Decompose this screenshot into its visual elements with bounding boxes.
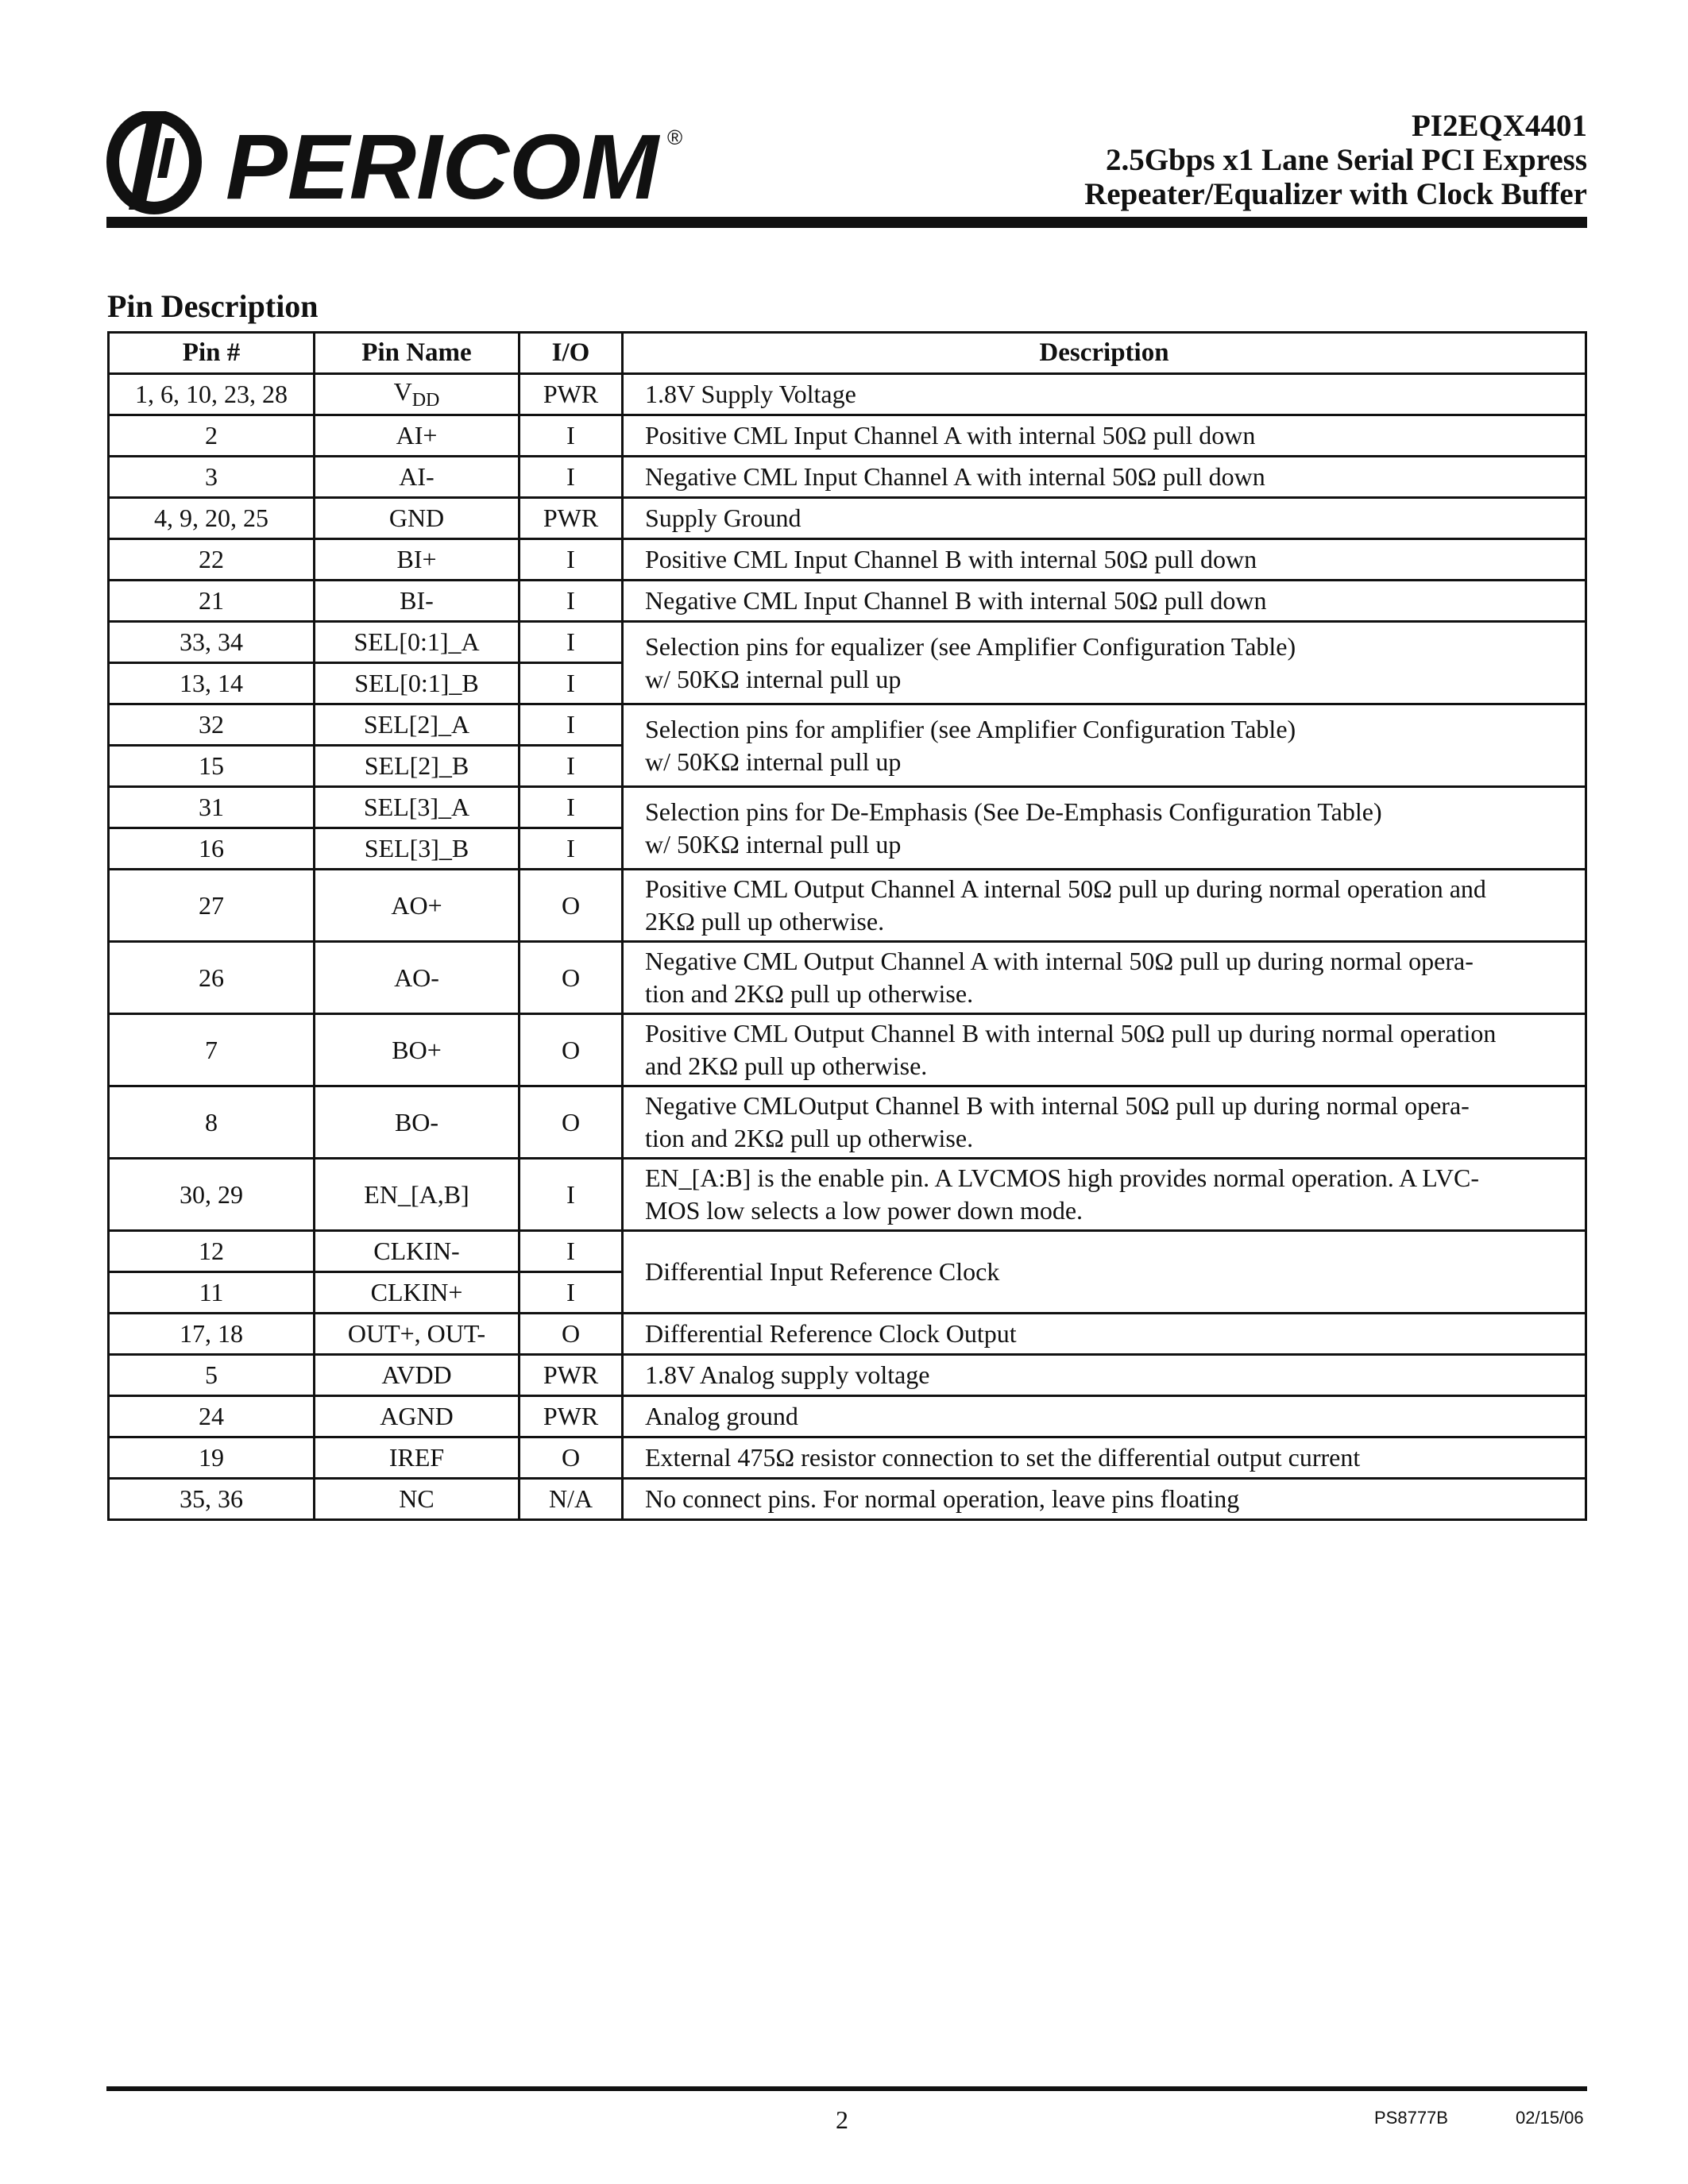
- pin-description: No connect pins. For normal operation, leave pins floating: [623, 1479, 1586, 1520]
- pin-number: 33, 34: [109, 622, 315, 663]
- table-row: [109, 1086, 1586, 1159]
- pin-description: External 475Ω resistor connection to set the differential output current: [623, 1437, 1586, 1479]
- pin-number: 7: [109, 1014, 315, 1086]
- pin-number: 19: [109, 1437, 315, 1479]
- description-line: w/ 50KΩ internal pull up: [645, 664, 902, 693]
- pin-io: I: [520, 663, 623, 704]
- description-line: Positive CML Output Channel A internal 50Ω pull up during normal operation and: [645, 874, 1486, 903]
- description-line: w/ 50KΩ internal pull up: [645, 829, 902, 859]
- pin-description: 1.8V Analog supply voltage: [623, 1355, 1586, 1396]
- description-line: 2KΩ pull up otherwise.: [645, 907, 885, 936]
- pin-number: 16: [109, 828, 315, 870]
- pin-number: 3: [109, 457, 315, 498]
- pin-io: PWR: [520, 1355, 623, 1396]
- table-row: [109, 1437, 1586, 1479]
- table-row: [109, 374, 1586, 415]
- pin-io: I: [520, 1231, 623, 1272]
- registered-mark: ®: [667, 125, 683, 149]
- document-id: PS8777B: [1374, 2108, 1448, 2128]
- pin-description: [623, 622, 1586, 704]
- description-line: and 2KΩ pull up otherwise.: [645, 1051, 928, 1080]
- pin-io: I: [520, 1159, 623, 1231]
- pin-name: CLKIN+: [315, 1272, 520, 1314]
- pin-io: PWR: [520, 498, 623, 539]
- table-row: [109, 415, 1586, 457]
- pin-description: Negative CML Input Channel A with internal 50Ω pull down: [623, 457, 1586, 498]
- pin-name: AO-: [315, 942, 520, 1014]
- description-line: EN_[A:B] is the enable pin. A LVCMOS high provides normal operation. A LVC-: [645, 1163, 1480, 1192]
- pin-name: BO-: [315, 1086, 520, 1159]
- table-row: [109, 942, 1586, 1014]
- header-subtitle-line2: Repeater/Equalizer with Clock Buffer: [1084, 177, 1587, 211]
- pin-description: Supply Ground: [623, 498, 1586, 539]
- pin-number: 27: [109, 870, 315, 942]
- page-number: 2: [836, 2105, 848, 2134]
- pin-name: GND: [315, 498, 520, 539]
- description-line: tion and 2KΩ pull up otherwise.: [645, 979, 974, 1008]
- description-line: MOS low selects a low power down mode.: [645, 1196, 1083, 1225]
- header-pin-number: Pin #: [109, 333, 315, 374]
- pin-number: 8: [109, 1086, 315, 1159]
- pin-description: Negative CML Input Channel B with internal 50Ω pull down: [623, 581, 1586, 622]
- header-rule: [106, 217, 1587, 228]
- pin-number: 15: [109, 746, 315, 787]
- pin-io: I: [520, 622, 623, 663]
- pin-io: O: [520, 1014, 623, 1086]
- pin-description: [623, 787, 1586, 870]
- pin-name: SEL[2]_B: [315, 746, 520, 787]
- pin-io: I: [520, 415, 623, 457]
- pin-description: [623, 1086, 1586, 1159]
- pin-io: I: [520, 828, 623, 870]
- table-row: [109, 622, 1586, 663]
- description-line: Selection pins for amplifier (see Amplifier Configuration Table): [645, 714, 1296, 743]
- pin-number: 17, 18: [109, 1314, 315, 1355]
- pin-name: NC: [315, 1479, 520, 1520]
- pin-description: [623, 704, 1586, 787]
- pin-description: 1.8V Supply Voltage: [623, 374, 1586, 415]
- table-row: [109, 581, 1586, 622]
- pin-description: [623, 1014, 1586, 1086]
- table-row: [109, 498, 1586, 539]
- pin-name: AI+: [315, 415, 520, 457]
- description-line: w/ 50KΩ internal pull up: [645, 747, 902, 776]
- table-row: [109, 870, 1586, 942]
- pin-name: [315, 374, 520, 415]
- table-row: [109, 457, 1586, 498]
- pin-name: IREF: [315, 1437, 520, 1479]
- document-date: 02/15/06: [1516, 2108, 1584, 2128]
- pin-io: N/A: [520, 1479, 623, 1520]
- table-row: [109, 1396, 1586, 1437]
- pin-io: PWR: [520, 1396, 623, 1437]
- pin-io: I: [520, 457, 623, 498]
- pin-number: 2: [109, 415, 315, 457]
- pin-number: 35, 36: [109, 1479, 315, 1520]
- pin-io: O: [520, 1437, 623, 1479]
- pin-description-table: [107, 331, 1587, 1521]
- table-row: [109, 704, 1586, 746]
- section-title: Pin Description: [107, 288, 319, 324]
- pin-name: CLKIN-: [315, 1231, 520, 1272]
- pin-io: I: [520, 1272, 623, 1314]
- pin-name: SEL[3]_A: [315, 787, 520, 828]
- pin-description: [623, 870, 1586, 942]
- table-header-row: [109, 333, 1586, 374]
- pin-description: Positive CML Input Channel B with internal 50Ω pull down: [623, 539, 1586, 581]
- pin-io: I: [520, 704, 623, 746]
- pin-name: BI-: [315, 581, 520, 622]
- pin-number: 12: [109, 1231, 315, 1272]
- description-line: Selection pins for equalizer (see Amplifier Configuration Table): [645, 631, 1296, 661]
- pin-io: PWR: [520, 374, 623, 415]
- pin-number: 31: [109, 787, 315, 828]
- pin-description: Differential Input Reference Clock: [623, 1231, 1586, 1314]
- table-row: [109, 1159, 1586, 1231]
- pin-description: Positive CML Input Channel A with internal 50Ω pull down: [623, 415, 1586, 457]
- header-subtitle-line1: 2.5Gbps x1 Lane Serial PCI Express: [1105, 143, 1587, 177]
- pin-name: SEL[2]_A: [315, 704, 520, 746]
- pin-number: 22: [109, 539, 315, 581]
- table-row: [109, 1479, 1586, 1520]
- pin-io: O: [520, 1314, 623, 1355]
- pin-io: O: [520, 942, 623, 1014]
- header-description: Description: [623, 333, 1586, 374]
- header-io: I/O: [520, 333, 623, 374]
- pin-name: AI-: [315, 457, 520, 498]
- pin-io: O: [520, 1086, 623, 1159]
- pericom-logo: [106, 111, 718, 214]
- pin-io: I: [520, 581, 623, 622]
- pin-description: [623, 942, 1586, 1014]
- document-header-titles: [1084, 109, 1587, 211]
- pin-io: I: [520, 539, 623, 581]
- logo-wordmark: PERICOM: [226, 115, 661, 214]
- table-row: [109, 1231, 1586, 1272]
- description-line: Negative CML Output Channel A with internal 50Ω pull up during normal opera-: [645, 947, 1474, 975]
- pin-number: 5: [109, 1355, 315, 1396]
- pin-description: Analog ground: [623, 1396, 1586, 1437]
- pin-description: Differential Reference Clock Output: [623, 1314, 1586, 1355]
- pin-name: AO+: [315, 870, 520, 942]
- pin-number: 32: [109, 704, 315, 746]
- table-row: [109, 787, 1586, 828]
- description-line: tion and 2KΩ pull up otherwise.: [645, 1124, 974, 1152]
- part-number: PI2EQX4401: [1411, 109, 1587, 143]
- table-row: [109, 539, 1586, 581]
- pin-number: 11: [109, 1272, 315, 1314]
- pin-number: 24: [109, 1396, 315, 1437]
- pin-io: I: [520, 787, 623, 828]
- table-row: [109, 1014, 1586, 1086]
- description-line: Selection pins for De-Emphasis (See De-Emphasis Configuration Table): [645, 797, 1382, 826]
- pin-name: EN_[A,B]: [315, 1159, 520, 1231]
- table-row: [109, 1355, 1586, 1396]
- pin-number: 1, 6, 10, 23, 28: [109, 374, 315, 415]
- pin-io: I: [520, 746, 623, 787]
- pin-name: AGND: [315, 1396, 520, 1437]
- pin-number: 4, 9, 20, 25: [109, 498, 315, 539]
- pin-name: BI+: [315, 539, 520, 581]
- pin-name: SEL[3]_B: [315, 828, 520, 870]
- pin-name: SEL[0:1]_B: [315, 663, 520, 704]
- pin-number: 30, 29: [109, 1159, 315, 1231]
- pericom-mark-icon: [113, 116, 195, 210]
- description-line: Positive CML Output Channel B with internal 50Ω pull up during normal operation: [645, 1019, 1497, 1048]
- pericom-logo-graphic: [106, 111, 718, 214]
- pin-number: 13, 14: [109, 663, 315, 704]
- pin-name-main: V: [393, 377, 412, 406]
- pin-number: 26: [109, 942, 315, 1014]
- header-pin-name: Pin Name: [315, 333, 520, 374]
- pin-name: SEL[0:1]_A: [315, 622, 520, 663]
- footer-rule: [106, 2086, 1587, 2091]
- pin-name-subscript: DD: [411, 390, 440, 411]
- pin-name: BO+: [315, 1014, 520, 1086]
- description-line: Negative CMLOutput Channel B with internal 50Ω pull up during normal opera-: [645, 1091, 1470, 1120]
- pin-name: AVDD: [315, 1355, 520, 1396]
- pin-description: [623, 1159, 1586, 1231]
- table-row: [109, 1314, 1586, 1355]
- pin-number: 21: [109, 581, 315, 622]
- pin-io: O: [520, 870, 623, 942]
- pin-name: OUT+, OUT-: [315, 1314, 520, 1355]
